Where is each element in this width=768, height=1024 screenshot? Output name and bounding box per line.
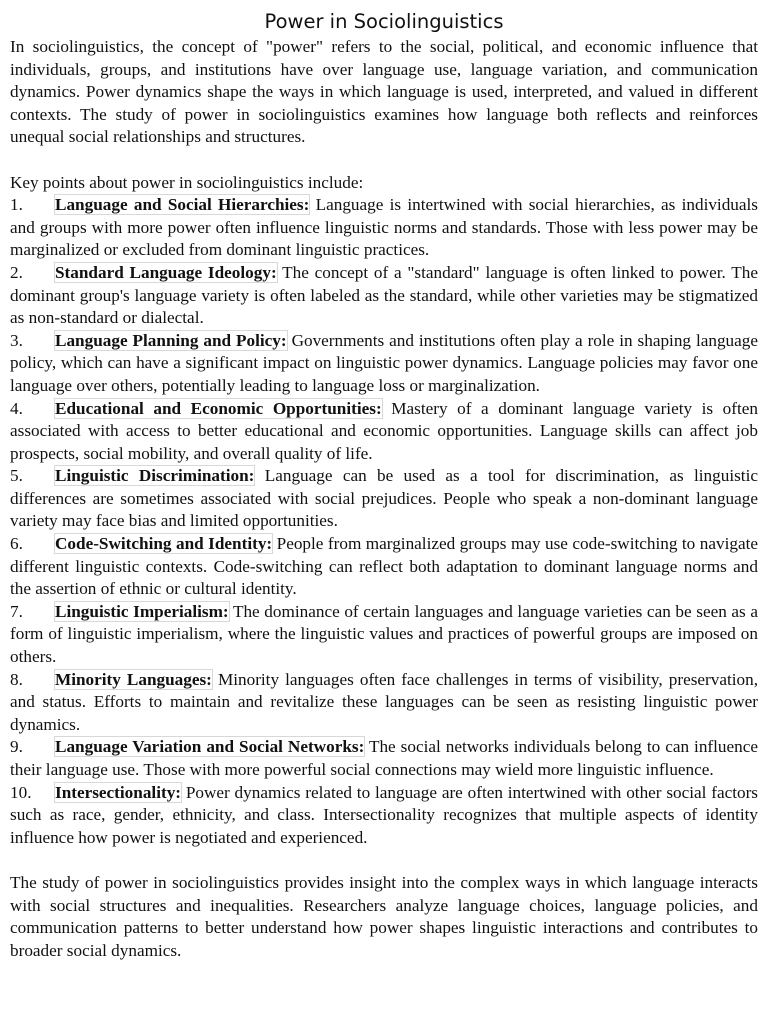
item-term: Language Variation and Social Networks: [55,737,365,757]
item-text: The social networks individuals belong to can influence their language use. Those with more powerful social connections may wield more linguistic influence. [10,737,758,779]
conclusion-paragraph: The study of power in sociolinguistics provides insight into the complex ways in which language interacts with social structures and inequalities. Researchers analyze language choices, language policies, and communication patterns to better understand how power shapes linguistic interactions and contributes to broader social dynamics. [10,872,758,960]
item-number: 7. [10,601,23,621]
list-item [10,782,758,850]
item-term: Language and Social Hierarchies: [55,195,310,215]
item-term: Linguistic Discrimination: [55,466,255,486]
list-item [10,669,758,737]
item-term: Educational and Economic Opportunities: [55,398,382,418]
intro-paragraph: In sociolinguistics, the concept of "power" refers to the social, political, and economic influence that individuals, groups, and institutions have over language use, language variation, and communication dynamics. Power dynamics shape the ways in which language is used, interpreted, and valued in different contexts. The study of power in sociolinguistics examines how language both reflects and reinforces unequal social relationships and structures. [10,37,758,147]
document-body [10,36,758,962]
list-item [10,533,758,601]
item-text: Minority languages often face challenges in terms of visibility, preservation, and status. Efforts to maintain and revitalize these languages can be seen as resisting linguistic power dynamics. [10,669,758,734]
item-number: 1. [10,195,23,215]
list-item [10,736,758,781]
item-text: People from marginalized groups may use code-switching to navigate different linguistic contexts. Code-switching can reflect both adaptation to dominant language norms and the assertion of ethnic or cultural identity. [10,534,758,599]
item-text: Language can be used as a tool for discrimination, as linguistic differences are sometimes associated with social prejudices. People who speak a non-dominant language variety may face bias and limited opportunities. [10,466,758,531]
item-text: Power dynamics related to language are often intertwined with other social factors such as race, gender, ethnicity, and class. Intersectionality recognizes that multiple aspects of identity influence how power is negotiated and experienced. [10,782,758,847]
list-item [10,398,758,466]
item-term: Language Planning and Policy: [55,330,287,350]
item-text: Governments and institutions often play a role in shaping language policy, which can have a significant impact on linguistic power dynamics. Language policies may favor one language over others, potentially leading to language loss or marginalization. [10,330,758,395]
document-page [10,8,758,962]
item-term: Intersectionality: [55,782,182,802]
item-text: Mastery of a dominant language variety is often associated with access to better educational and economic opportunities. Language skills can affect job prospects, social mobility, and overall quality of life. [10,398,758,463]
item-term: Standard Language Ideology: [55,262,277,282]
item-term: Minority Languages: [55,669,212,689]
item-number: 8. [10,669,23,689]
item-number: 4. [10,398,23,418]
item-text: Language is intertwined with social hierarchies, as individuals and groups with more power often influence linguistic norms and standards. Those with less power may be marginalized or excluded from dominant linguistic practices. [10,195,758,260]
list-intro: Key points about power in sociolinguistics include: [10,172,364,192]
item-term: Linguistic Imperialism: [55,601,229,621]
item-text: The dominance of certain languages and language varieties can be seen as a form of linguistic imperialism, where the linguistic values and practices of powerful groups are imposed on others. [10,601,758,667]
list-item [10,194,758,262]
list-item [10,262,758,330]
list-item [10,330,758,398]
list-item [10,465,758,533]
key-points-list [10,194,758,849]
item-number: 10. [10,782,32,802]
document-title: Power in Sociolinguistics [264,10,504,33]
item-number: 9. [10,737,23,757]
list-item [10,601,758,669]
item-number: 2. [10,262,23,282]
item-number: 5. [10,466,23,486]
item-term: Code-Switching and Identity: [55,534,273,554]
paragraph-spacer [10,849,758,872]
item-number: 6. [10,534,23,554]
item-number: 3. [10,330,23,350]
paragraph-spacer [10,149,758,172]
item-text: The concept of a "standard" language is often linked to power. The dominant group's language variety is often labeled as the standard, while other varieties may be stigmatized as non-standard or dialectal. [10,262,758,328]
